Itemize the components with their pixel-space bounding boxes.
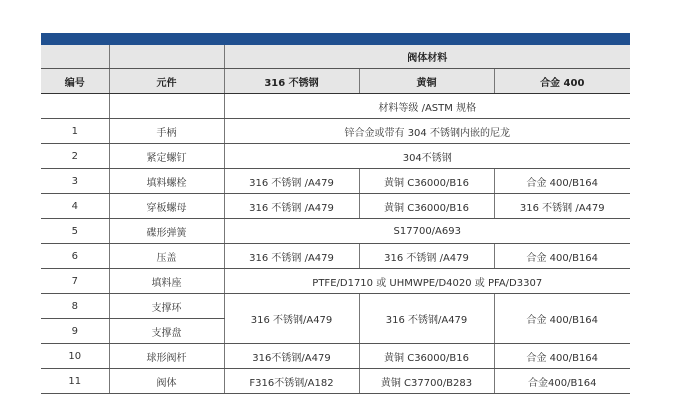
table-row xyxy=(41,294,630,319)
table-row xyxy=(41,169,630,194)
cell-ss: F316不锈钢/A182 xyxy=(224,369,359,394)
header-col-alloy: 合金 400 xyxy=(494,69,630,94)
header-empty-cell xyxy=(109,45,224,69)
cell-part: 支撑盘 xyxy=(109,319,224,344)
cell-brass: 316 不锈钢 /A479 xyxy=(359,244,494,269)
cell-alloy: 合金 400/B164 xyxy=(494,294,630,344)
table-row xyxy=(41,369,630,394)
cell-part: 穿板螺母 xyxy=(109,194,224,219)
table-cell xyxy=(109,94,224,119)
table-cell xyxy=(41,94,109,119)
cell-material-span: PTFE/D1710 或 UHMWPE/D4020 或 PFA/D3307 xyxy=(224,269,630,294)
table-row xyxy=(41,119,630,144)
table-row xyxy=(41,144,630,169)
cell-brass: 黄铜 C36000/B16 xyxy=(359,194,494,219)
cell-no: 6 xyxy=(41,244,109,269)
header-col-ss: 316 不锈钢 xyxy=(224,69,359,94)
cell-no: 11 xyxy=(41,369,109,394)
cell-ss: 316 不锈钢 /A479 xyxy=(224,194,359,219)
cell-brass: 黄铜 C36000/B16 xyxy=(359,169,494,194)
grade-label: 材料等级 /ASTM 规格 xyxy=(224,94,630,119)
table-row xyxy=(41,194,630,219)
cell-no: 4 xyxy=(41,194,109,219)
cell-part: 碟形弹簧 xyxy=(109,219,224,244)
cell-no: 8 xyxy=(41,294,109,319)
table-row xyxy=(41,244,630,269)
cell-alloy: 合金 400/B164 xyxy=(494,169,630,194)
cell-part: 紧定螺钉 xyxy=(109,144,224,169)
header-col-no: 编号 xyxy=(41,69,109,94)
cell-part: 手柄 xyxy=(109,119,224,144)
cell-brass: 黄铜 C36000/B16 xyxy=(359,344,494,369)
cell-alloy: 合金 400/B164 xyxy=(494,344,630,369)
cell-material-span: 304不锈钢 xyxy=(224,144,630,169)
header-group-body-material: 阀体材料 xyxy=(224,45,630,69)
header-col-brass: 黄铜 xyxy=(359,69,494,94)
cell-brass: 316 不锈钢/A479 xyxy=(359,294,494,344)
cell-part: 填料座 xyxy=(109,269,224,294)
cell-part: 阀体 xyxy=(109,369,224,394)
cell-ss: 316 不锈钢 /A479 xyxy=(224,244,359,269)
grade-row xyxy=(41,94,630,119)
cell-alloy: 316 不锈钢 /A479 xyxy=(494,194,630,219)
cell-part: 支撑环 xyxy=(109,294,224,319)
materials-table xyxy=(41,45,630,394)
cell-part: 填料螺栓 xyxy=(109,169,224,194)
cell-no: 7 xyxy=(41,269,109,294)
cell-no: 10 xyxy=(41,344,109,369)
cell-no: 5 xyxy=(41,219,109,244)
cell-ss: 316不锈钢/A479 xyxy=(224,344,359,369)
cell-brass: 黄铜 C37700/B283 xyxy=(359,369,494,394)
cell-no: 3 xyxy=(41,169,109,194)
header-empty-cell xyxy=(41,45,109,69)
cell-ss: 316 不锈钢/A479 xyxy=(224,294,359,344)
table-row xyxy=(41,269,630,294)
cell-ss: 316 不锈钢 /A479 xyxy=(224,169,359,194)
table-row xyxy=(41,344,630,369)
cell-alloy: 合金 400/B164 xyxy=(494,244,630,269)
header-bar xyxy=(41,33,630,45)
cell-alloy: 合金400/B164 xyxy=(494,369,630,394)
cell-material-span: 锌合金或带有 304 不锈钢内嵌的尼龙 xyxy=(224,119,630,144)
cell-part: 球形阀杆 xyxy=(109,344,224,369)
cell-part: 压盖 xyxy=(109,244,224,269)
table-row xyxy=(41,219,630,244)
header-row-group xyxy=(41,45,630,69)
header-row-columns xyxy=(41,69,630,94)
header-col-part: 元件 xyxy=(109,69,224,94)
cell-no: 1 xyxy=(41,119,109,144)
cell-material-span: S17700/A693 xyxy=(224,219,630,244)
cell-no: 9 xyxy=(41,319,109,344)
cell-no: 2 xyxy=(41,144,109,169)
